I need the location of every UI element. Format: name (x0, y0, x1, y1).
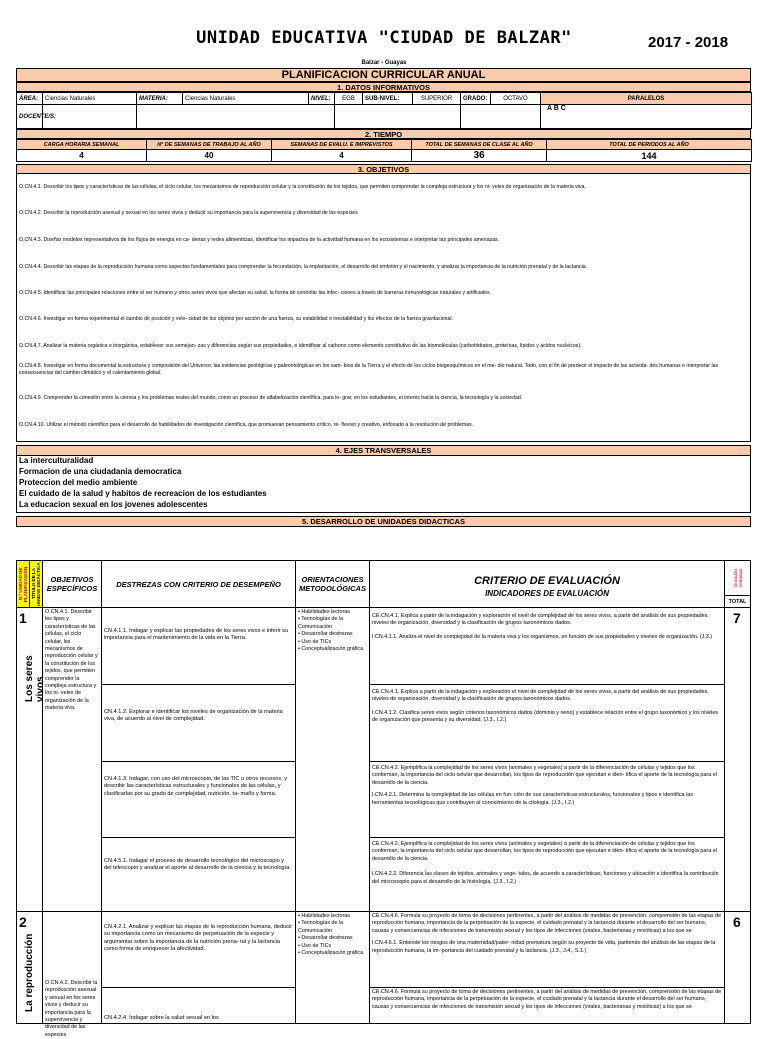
orientacion-item: • Uso de TICs (298, 638, 332, 645)
tiempo-header-total-semanas: TOTAL DE SEMANAS DE CLASE AL AÑO (412, 140, 547, 150)
section-ejes: 4. EJES TRANSVERSALES (16, 445, 751, 456)
orientacion-item: • Conceptualización gráfica (298, 950, 364, 957)
tiempo-value-total-periodos[interactable]: 144 (547, 150, 752, 162)
indicador-text: I.CN.4.1.2. Clasifica seres vivos según criterios taxonómicos dados (dominio y reino) y establece relación entre el grupo taxonómico y los niveles de organización que presenta y su diversidad. (J.3., I.2.) (372, 709, 719, 724)
nivel-value[interactable]: EGB (335, 93, 363, 105)
section-objetivos: 3. OBJETIVOS (16, 164, 751, 174)
datos-table (16, 92, 752, 129)
unit-number: 1 (19, 610, 27, 626)
tiempo-value-semanas[interactable]: 40 (147, 150, 272, 162)
orientacion-item: • Uso de TICs (298, 942, 332, 949)
destreza-item: CN.4.1.1. Indagar y explicar las propiedades de los seres vivos e inferir su importancia para el mantenimiento de la vida en la Tierra. (101, 607, 296, 685)
criterio-text: CE.CN.4.1. Explica a partir de la indagación y exploración el nivel de complejidad de los seres vivos, a partir del análisis de sus propiedades, niveles de organización, diversidad y la clasificación de grupos taxonómicos dados. (372, 689, 709, 703)
objetivo-item: O.CN.4.4. Describir las etapas de la reproducción humana como aspectos fundamentales para comprender la fecundación, la implantación, el desarrollo del embrión y el nacimiento, y analizar la importancia de la nutrición prenatal y de la lactancia. (19, 264, 588, 270)
ejes-list (16, 455, 751, 513)
criterio-block (369, 987, 725, 1024)
section-datos-informativos: 1. DATOS INFORMATIVOS (16, 82, 751, 92)
eje-item: La interculturalidad (19, 456, 94, 465)
eje-item: El cuidado de la salud y habitos de recreacion de los estudiantes (19, 489, 267, 498)
objetivo-item: O.CN.4.6. Investigar en forma experimental el cambio de posición y velo- cidad de los objetos por acción de una fuerza, su estabilidad o inestabilidad y los efectos de la fuerza gravitacional. (19, 316, 453, 322)
tiempo-value-total-semanas[interactable]: 36 (412, 150, 547, 162)
tiempo-header-carga: CARGA HORARIA SEMANAL (17, 140, 147, 150)
section-desarrollo: 5. DESARROLLO DE UNIDADES DIDACTICAS (16, 516, 751, 527)
header-duracion: Duración semanas (732, 568, 743, 588)
unit-2-label-cell (16, 911, 43, 1024)
tiempo-header-semanas: Nº DE SEMANAS DE TRABAJO AL AÑO (147, 140, 272, 150)
orientacion-item: • Desarrollar destrezas (298, 935, 353, 942)
orientacion-item: • Conceptualización gráfica (298, 646, 364, 653)
indicador-text: I.CN.4.6.1. Entiende los riesgos de una maternidad/pater- nidad prematura según su proyecto de vida, partiendo del análisis de las etapas de la reproducción humana, la im- portancia del cuidado prenatal y la lactancia. (J.3., J.4., S.1.) (372, 940, 716, 954)
orientacion-item: • Habilidades lectoras (298, 609, 350, 615)
header-unidad: N.º UNIDAD DE PLANIFICACIÓN (18, 566, 28, 602)
eje-item: Proteccion del medio ambiente (19, 478, 138, 487)
destreza-item: CN.4.5.1. Indagar el proceso de desarrollo tecnológico del microscopio y del telescopio y analizar el aporte al desarrollo de la ciencia y la tecnología. (101, 837, 296, 912)
indicador-text: I.CN.4.2.2. Diferencia las clases de tejidos, animales y vege- tales, de acuerdo a características, funciones y ubicación e identifica la contribución del microscopio para el desarrollo de la histología. (J.3., I.2.) (372, 871, 719, 885)
criterio-text: CE.CN.4.6. Formula su proyecto de toma de decisiones pertinentes, a partir del análisis de medidas de prevención, comprensión de las etapas de reproducción humana, importancia de la perpetuación de la especie, el cuidado prenatal y la lactancia durante el desarrollo del ser humano, causas y consecuencias de infecciones de transmisión sexual y los tipos de infecciones (virales, bacterianas y micóticas) a los que se (372, 913, 722, 934)
criterio-text: CE.CN.4.6. Formula su proyecto de toma de decisiones pertinentes, a partir del análisis de medidas de prevención, comprensión de las etapas de reproducción humana, importancia de la perpetuación de la especie, el cuidado prenatal y la lactancia durante el desarrollo del ser humano, causas y consecuencias de infecciones de transmisión sexual y los tipos de infecciones (virales, bacterianas y micóticas) a los que se (372, 989, 722, 1010)
orientacion-item: • Tecnologías de la Comunicación (298, 920, 344, 934)
criterio-text: CE.CN.4.2. Ejemplifica la complejidad de los seres vivos (animales y vegetales) a partir de la diferenciación de células y tejidos que los conforman, la importancia del ciclo celular que desarrollan, los tipos de reproducción que ejecutan e iden- tifica el aporte de la tecnología para el desarrollo de la ciencia. (372, 765, 717, 786)
objetivo-item: O.CN.4.3. Diseñar modelos representativos de los flujos de energía en ca- denas y redes alimenticias, identificar los impactos de la actividad humana en los ecosistemas e interpretar las principales amenazas. (19, 237, 500, 243)
unit-title: Los seres vivos (24, 655, 46, 702)
unit-number: 2 (19, 914, 27, 930)
header-destrezas: DESTREZAS CON CRITERIO DE DESEMPEÑO (101, 560, 296, 608)
grado-label: GRADO: (461, 93, 491, 105)
criterio-block (369, 761, 725, 838)
docente-value[interactable] (43, 105, 137, 129)
tiempo-value-carga[interactable]: 4 (17, 150, 147, 162)
unit-1-orientaciones (295, 607, 370, 912)
grado-value[interactable]: OCTAVO (491, 93, 541, 105)
criterio-text: CE.CN.4.1. Explica a partir de la indagación y exploración el nivel de complejidad de los seres vivos, a partir del análisis de sus propiedades, niveles de organización, diversidad y la clasificación de grupos taxonómicos dados. (372, 613, 709, 627)
indicador-text: I.CN.4.2.1. Determina la complejidad de las células en fun- ción de sus características estructurales, funcionales y tipos e identifica las herramientas tecnológicas que contribuyen al conocimiento de la citología. (J.3., I.2.) (372, 792, 693, 806)
header-objetivos: OBJETIVOS ESPECÍFICOS (42, 560, 102, 608)
tiempo-header-evaluacion: SEMANAS DE EVALU. E IMPREVISTOS (272, 140, 412, 150)
unit-1-weeks-cell (724, 607, 751, 912)
paralelos-value[interactable]: A B C (541, 105, 752, 129)
nivel-label: NIVEL: (309, 93, 335, 105)
area-value[interactable]: Ciencias Naturales (43, 93, 137, 105)
objetivos-list (16, 174, 751, 442)
indicador-text: I.CN.4.1.1. Analiza el nivel de complejidad de la materia viva y los organismos, en función de sus propiedades y niveles de organización. (J.3.) (372, 633, 713, 640)
unit-2-weeks-cell (724, 911, 751, 1024)
subnivel-label: SUB-NIVEL: (363, 93, 413, 105)
unit-title: La reproducción (24, 933, 35, 1012)
tiempo-table (16, 139, 752, 162)
objetivo-item: O.CN.4.5. Identificar las principales relaciones entre el ser humano y otros seres vivos que afectan su salud, la forma de controlar las infec- ciones a través de barreras inmunológicas naturales y artificiales. (19, 290, 492, 296)
destreza-item: CN.4.1.2. Explorar e identificar los niveles de organización de la materia viva, de acuerdo al nivel de complejidad. (101, 684, 296, 762)
criterio-text: CE.CN.4.2. Ejemplifica la complejidad de los seres vivos (animales y vegetales) a partir de la diferenciación de células y tejidos que los conforman, la importancia del ciclo celular que desarrollan, los tipos de reproducción que ejecutan e iden- tifica el aporte de la tecnología para el desarrollo de la ciencia. (372, 841, 717, 862)
school-year: 2017 - 2018 (648, 34, 729, 51)
tiempo-value-evaluacion[interactable]: 4 (272, 150, 412, 162)
header-orientaciones: ORIENTACIONES METODOLÓGICAS (295, 560, 370, 608)
objetivo-item: O.CN.4.2. Describir la reproducción asexual y sexual en los seres vivos y deducir su importancia para la supervivencia y diversidad de las especies (19, 210, 358, 216)
unit-weeks: 7 (733, 610, 741, 626)
subnivel-value[interactable]: SUPERIOR (413, 93, 461, 105)
header-total: TOTAL (725, 595, 750, 608)
orientacion-item: • Tecnologías de la Comunicación (298, 616, 344, 630)
objetivo-item: O.CN.4.8. Investigar en forma documental la estructura y composición del Universo; las evidencias geológicas y paleontológicas en los cam- bios de la Tierra y el efecto de los ciclos biogeoquímicos en el me- dio natural. Todo, con el fin de predecir el impacto de las activida- des humanas e interpretar las consecuencias del cambio climático y el calentamiento global. (19, 363, 719, 376)
header-criterio: CRITERIO DE EVALUACIÓN (474, 575, 620, 587)
materia-value[interactable]: Ciencias Naturales (183, 93, 309, 105)
eje-item: Formacion de una ciudadania democratica (19, 467, 182, 476)
section-tiempo: 2. TIEMPO (16, 129, 751, 139)
destreza-item: CN.4.1.3. Indagar, con uso del microscopio, de las TIC u otros recursos, y describir las características estructurales y funcionales de las células, y clasificarlas por su grado de complejidad, nutrición, ta- maño y forma. (101, 761, 296, 838)
materia-label: MATERIA: (137, 93, 183, 105)
tiempo-header-total-periodos: TOTAL DE PERIODOS AL AÑO (547, 140, 752, 150)
criterio-block (369, 607, 725, 685)
orientacion-item: • Habilidades lectoras (298, 913, 350, 919)
criterio-block (369, 837, 725, 912)
desarrollo-header (16, 560, 751, 608)
orientacion-item: • Desarrollar destrezas (298, 631, 353, 638)
criterio-block (369, 911, 725, 988)
header-indicadores: INDICADORES DE EVALUACIÓN (485, 589, 609, 598)
objetivo-item: O.CN.4.7. Analizar la materia orgánica e inorgánica, establecer sus semejan- zas y diferencias según sus propiedades, e identificar al carbono como elemento constitutivo de las biomoléculas (carbohidratos, proteínas, lípidos y ácidos nucleicos). (19, 343, 582, 349)
header-titulo-unidad: TÍTULO DE LA UNIDAD DIDÁCTICA (31, 562, 41, 606)
docente-extra-2[interactable] (335, 105, 461, 129)
criterio-block (369, 684, 725, 762)
unit-2-orientaciones (295, 911, 370, 1024)
docente-extra-1[interactable] (137, 105, 335, 129)
location: Balzar - Guayas (361, 60, 407, 66)
objetivo-item: O.CN.4.9. Comprender la conexión entre la ciencia y los problemas reales del mundo, como un proceso de alfabetización científica, para lo- grar, en los estudiantes, el interés hacia la ciencia, la tecnología y la sociedad. (19, 395, 523, 401)
destreza-item: CN.4.2.1. Analizar y explicar las etapas de la reproducción humana, deducir su importancia como un mecanismo de perpetuación de la especie y argumentar sobre la importancia de la nutrición prena- tal y la lactancia como forma de enriquecer la afectividad. (101, 911, 296, 988)
eje-item: La educacion sexual en los jovenes adolescentes (19, 500, 208, 509)
unit-1-label-cell (16, 607, 46, 912)
unit-2-objective: O.CN.4.2. Describir la reproducción asexual y sexual en los seres vivos y deducir su importancia para la supervivencia y diversidad de las especies (42, 911, 102, 1024)
school-title: UNIDAD EDUCATIVA "CIUDAD DE BALZAR" (196, 28, 572, 48)
docente-label: DOCENTE/S: (17, 105, 43, 129)
unit-1-objective: O.CN.4.1. Describir los tipos y características de las células, el ciclo celular, los mecanismos de reproducción celular y la constitución de los tejidos, que permiten comprender la compleja estructura y los ni- veles de organización de la materia viva. (42, 607, 102, 912)
destreza-item: CN.4.2.4. Indagar sobre la salud sexual en los (101, 987, 296, 1024)
paralelos-label: PARALELOS (541, 93, 752, 105)
docente-extra-3[interactable] (461, 105, 541, 129)
area-label: ÁREA: (17, 93, 43, 105)
document-title: PLANIFICACION CURRICULAR ANUAL (16, 68, 751, 82)
unit-weeks: 6 (733, 914, 741, 930)
objetivo-item: O.CN.4.10. Utilizar el método científico para el desarrollo de habilidades de investigación científica, que promuevan pensamiento crítico, re- flexivo y creativo, enfocado a la resolución de problemas. (19, 422, 474, 428)
objetivo-item: O.CN.4.1. Describir los tipos y características de las células, el ciclo celular, los mecanismos de reproducción celular y la constitución de los tejidos, que permiten comprender la compleja estructura y los ni- veles de organización de la materia viva. (19, 184, 586, 190)
